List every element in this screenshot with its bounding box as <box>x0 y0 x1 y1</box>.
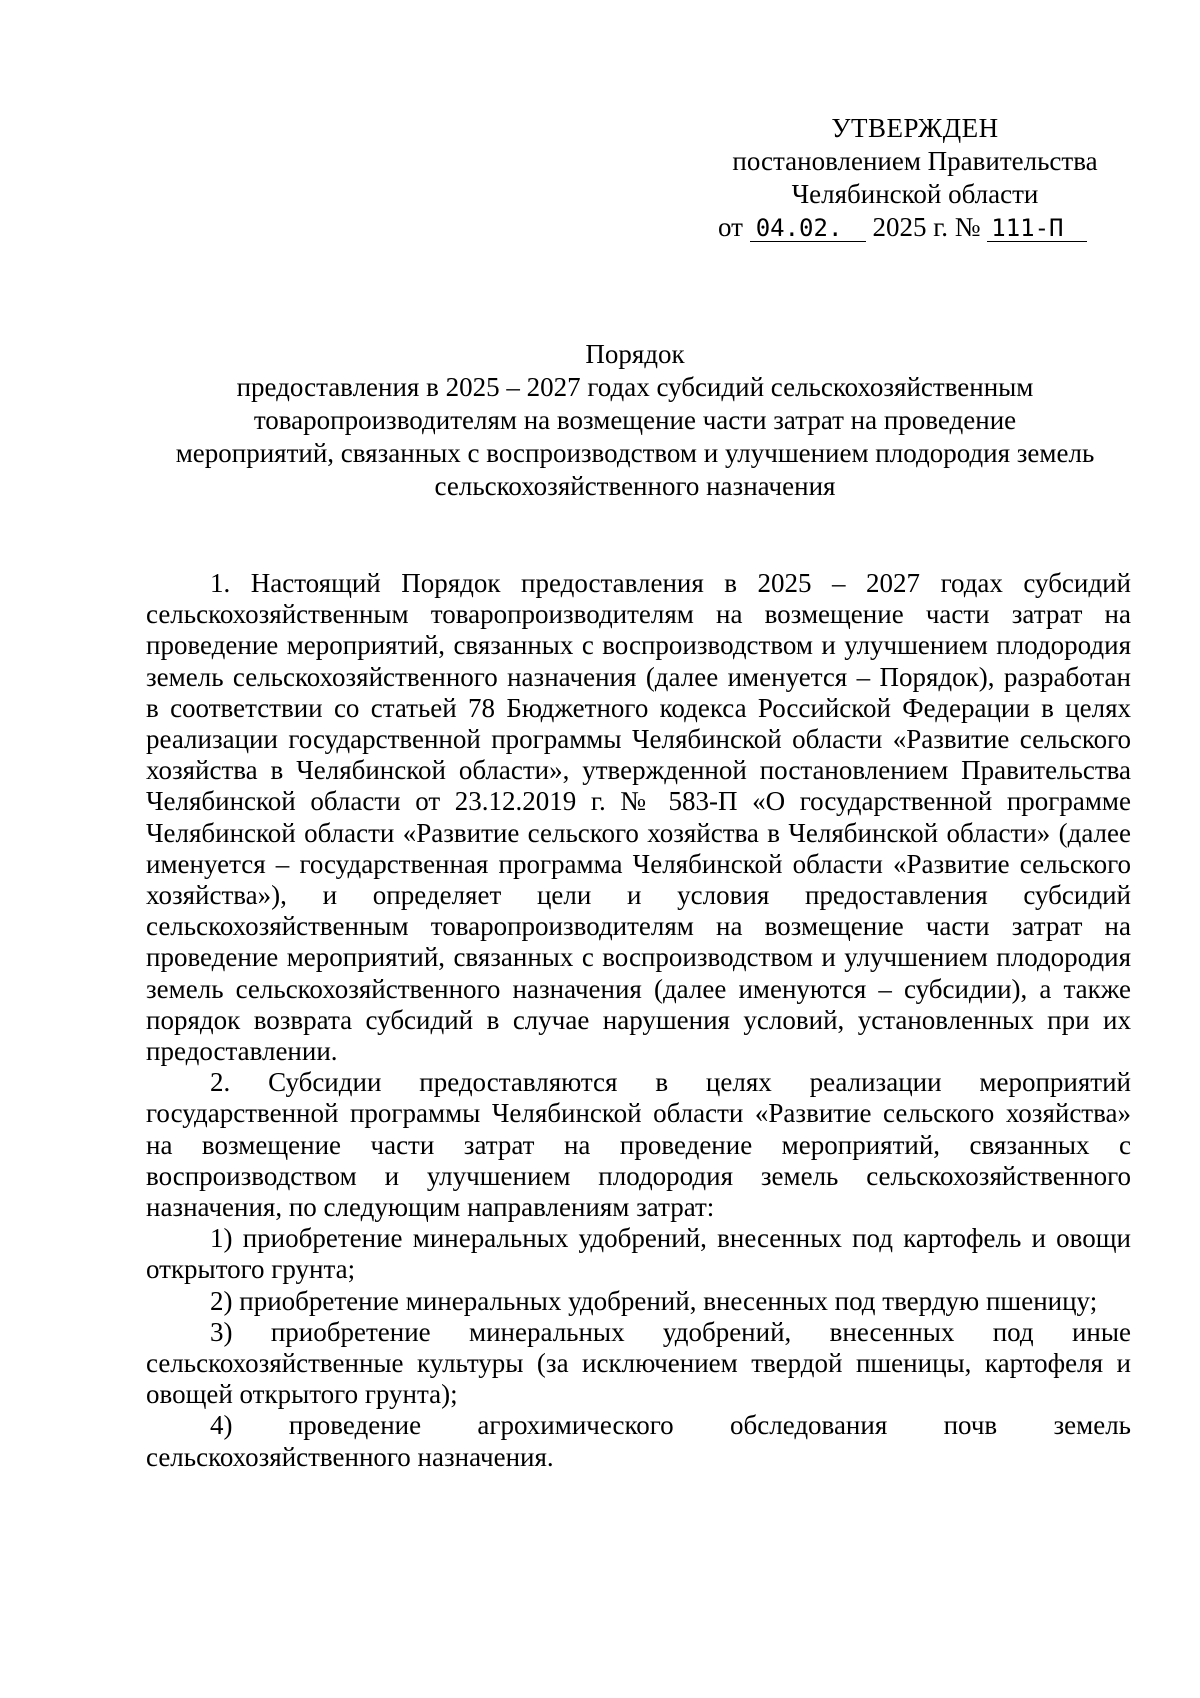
approval-date: 04.02. <box>750 215 866 242</box>
approval-region: Челябинской области <box>791 179 1039 209</box>
approval-year: 2025 г. № <box>872 212 981 242</box>
list-item-2: 2) приобретение минеральных удобрений, внесенных под твердую пшеницу; <box>210 1285 1098 1316</box>
paragraph-1: 1. Настоящий Порядок предоставления в 2025 – 2027 годах субсидий сельскохозяйственным товаропроизводителям на возмещение части затрат на проведение мероприятий, связанных с воспроизводством и улучшением плодородия земель сельскохозяйственного назначения (далее именуется – Порядок), разработан в соответствии со статьей 78 Бюджетного кодекса Российской Федерации в целях реализации государственной программы Челябинской области «Развитие сельского хозяйства в Челябинской области», утвержденной постановлением Правительства Челябинской области от 23.12.2019 г. № 583-П «О государственной программе Челябинской области «Развитие сельского хозяйства в Челябинской области» (далее именуется – государственная программа Челябинской области «Развитие сельского хозяйства»), и определяет цели и условия предоставления субсидий сельскохозяйственным товаропроизводителям на возмещение части затрат на проведение мероприятий, связанных с воспроизводством и улучшением плодородия земель сельскохозяйственного назначения (далее именуются – субсидии), а также порядок возврата субсидий в случае нарушения условий, установленных при их предоставлении. <box>146 568 1131 1067</box>
title-line-3: товаропроизводителям на возмещение части затрат на проведение <box>253 405 1017 435</box>
approval-prefix: от <box>718 212 743 242</box>
approval-date-line <box>700 211 1130 244</box>
list-item-4: 4) проведение агрохимического обследования почв земель сельскохозяйственного назначения. <box>146 1410 1131 1472</box>
title-line-5: сельскохозяйственного назначения <box>434 471 836 501</box>
title-line-4: мероприятий, связанных с воспроизводством и улучшением плодородия земель <box>175 438 1095 468</box>
title-line-1: Порядок <box>585 339 685 369</box>
approval-authority: постановлением Правительства <box>732 146 1098 176</box>
approval-block <box>700 112 1130 244</box>
document-title <box>140 338 1130 503</box>
title-line-2: предоставления в 2025 – 2027 годах субсидий сельскохозяйственным <box>236 372 1034 402</box>
document-body <box>146 568 1131 1473</box>
approval-number: 111-П <box>987 215 1087 242</box>
paragraph-2: 2. Субсидии предоставляются в целях реализации мероприятий государственной программы Челябинской области «Развитие сельского хозяйства» на возмещение части затрат на проведение мероприятий, связанных с воспроизводством и улучшением плодородия земель сельскохозяйственного назначения, по следующим направлениям затрат: <box>146 1067 1131 1223</box>
list-item-1: 1) приобретение минеральных удобрений, внесенных под картофель и овощи открытого грунта; <box>146 1223 1131 1285</box>
approval-title: УТВЕРЖДЕН <box>831 113 999 143</box>
list-item-3: 3) приобретение минеральных удобрений, внесенных под иные сельскохозяйственные культуры (за исключением твердой пшеницы, картофеля и овощей открытого грунта); <box>146 1316 1131 1410</box>
